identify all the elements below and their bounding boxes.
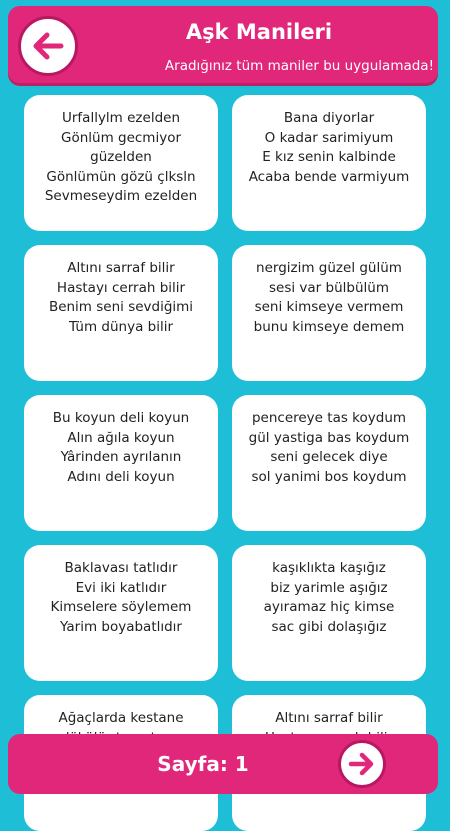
mani-line: Adını deli koyun xyxy=(67,468,175,485)
mani-line: seni gelecek diye xyxy=(270,449,388,465)
page-title: Aşk Manileri xyxy=(185,20,333,44)
next-page-button[interactable] xyxy=(338,740,386,788)
mani-line: Sevmeseydim ezelden xyxy=(44,188,198,204)
mani-line: Bana diyorlar xyxy=(283,110,375,126)
mani-line: sol yanimi bos koydum xyxy=(251,468,407,485)
mani-line: E kız senin kalbinde xyxy=(262,149,396,165)
back-button[interactable] xyxy=(18,16,78,76)
mani-card[interactable] xyxy=(232,245,426,381)
mani-line: sac gibi dolaşığız xyxy=(271,618,387,635)
mani-line: Yârinden ayrılanın xyxy=(60,449,182,465)
mani-card[interactable] xyxy=(232,95,426,231)
mani-line: Gönlüm gecmiyor xyxy=(60,129,182,146)
mani-line: Urfallylm ezelden xyxy=(61,110,181,126)
arrow-left-icon xyxy=(31,31,65,61)
mani-line: Yarim boyabatlıdır xyxy=(59,618,182,635)
mani-line: Tüm dünya bilir xyxy=(69,318,173,335)
mani-line: pencereye tas koydum xyxy=(251,410,407,426)
mani-line: Altını sarraf bilir xyxy=(67,260,175,276)
mani-line: Acaba bende varmiyum xyxy=(248,168,410,185)
mani-line: biz yarimle aşığız xyxy=(270,579,388,596)
mani-line: Gönlümün gözü çlksln xyxy=(46,168,196,185)
mani-card[interactable] xyxy=(24,245,218,381)
mani-line: gül yastiga bas koydum xyxy=(248,429,410,446)
mani-line: Evi iki katlıdır xyxy=(75,579,167,596)
mani-line: Kimselere söylemem xyxy=(50,599,192,615)
mani-line: Altını sarraf bilir xyxy=(275,710,383,726)
mani-line: güzelden xyxy=(90,149,152,165)
page-subtitle: Aradığınız tüm maniler bu uygulamada! xyxy=(164,58,434,74)
pagination-bar xyxy=(8,734,438,794)
mani-line: nergizim güzel gülüm xyxy=(256,260,402,276)
mani-line: Hastayı cerrah bilir xyxy=(56,279,186,296)
mani-line: sesi var bülbülüm xyxy=(269,279,389,296)
page-indicator: Sayfa: 1 xyxy=(157,752,249,776)
mani-line: Bu koyun deli koyun xyxy=(52,410,190,426)
mani-line: Ağaçlarda kestane xyxy=(58,710,184,726)
mani-card[interactable] xyxy=(232,545,426,681)
mani-card[interactable] xyxy=(24,95,218,231)
mani-line: Benim seni sevdiğimi xyxy=(48,299,194,315)
mani-line: Baklavası tatlıdır xyxy=(64,560,178,576)
mani-line: Alın ağıla koyun xyxy=(67,429,175,446)
mani-card[interactable] xyxy=(232,395,426,531)
mani-line: seni kimseye vermem xyxy=(254,299,404,315)
app-header xyxy=(8,6,438,86)
mani-card[interactable] xyxy=(24,545,218,681)
mani-card[interactable] xyxy=(24,395,218,531)
arrow-right-icon xyxy=(348,751,376,777)
mani-line: bunu kimseye demem xyxy=(253,318,405,335)
mani-line: ayıramaz hiç kimse xyxy=(263,599,395,615)
mani-line: kaşıklıkta kaşığız xyxy=(272,560,386,576)
mani-line: O kadar sarimiyum xyxy=(264,129,394,146)
